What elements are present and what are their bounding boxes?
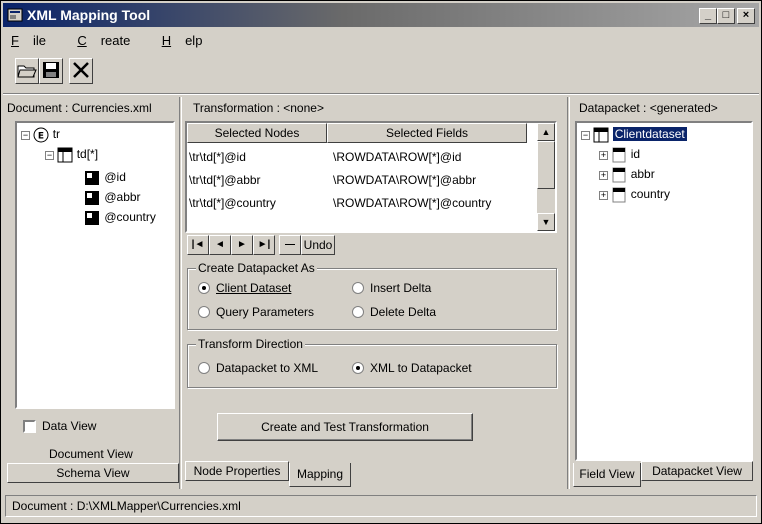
grid-header-nodes[interactable]: Selected Nodes xyxy=(187,123,327,143)
expand-icon[interactable]: + xyxy=(600,189,607,200)
group-title: Transform Direction xyxy=(198,337,303,351)
grid-cell[interactable]: \ROWDATA\ROW[*]@country xyxy=(333,196,492,210)
grid-header-fields[interactable]: Selected Fields xyxy=(327,123,527,143)
grid-cell[interactable]: \tr\td[*]@id xyxy=(189,150,246,164)
dataset-icon xyxy=(593,127,609,143)
collapse-icon[interactable]: − xyxy=(582,129,589,140)
expand-icon[interactable]: + xyxy=(600,149,607,160)
mapping-grid[interactable] xyxy=(185,121,557,233)
radio-query-parameters[interactable]: Query Parameters xyxy=(198,305,314,319)
tree-node-attr-id[interactable]: @id xyxy=(83,169,126,187)
radio-dot[interactable] xyxy=(352,282,364,294)
radio-dot[interactable] xyxy=(198,306,210,318)
collapse-icon[interactable]: − xyxy=(22,129,29,140)
nav-next-button[interactable]: ► xyxy=(231,235,253,255)
nav-delete-button[interactable]: — xyxy=(279,235,301,255)
document-tree[interactable] xyxy=(15,121,175,409)
table-icon xyxy=(57,147,73,163)
nav-prior-button[interactable]: ◄ xyxy=(209,235,231,255)
element-icon xyxy=(33,127,49,143)
title-bar[interactable] xyxy=(3,3,759,27)
expand-icon[interactable]: + xyxy=(600,169,607,180)
left-splitter[interactable] xyxy=(179,97,182,489)
grid-cell[interactable]: \tr\td[*]@country xyxy=(189,196,276,210)
data-view-checkbox[interactable]: Data View xyxy=(23,419,96,433)
grid-cell[interactable]: \tr\td[*]@abbr xyxy=(189,173,261,187)
tree-node-field-id[interactable]: + id xyxy=(600,147,641,162)
radio-dot[interactable] xyxy=(198,362,210,374)
close-button[interactable] xyxy=(69,58,93,84)
scroll-thumb[interactable] xyxy=(537,141,555,189)
nav-last-button[interactable]: ►| xyxy=(253,235,275,255)
group-title: Create Datapacket As xyxy=(198,261,315,275)
document-view-label: Document View xyxy=(49,447,133,461)
tab-mapping[interactable]: Mapping xyxy=(289,463,351,487)
tab-field-view[interactable]: Field View xyxy=(573,463,641,487)
scroll-down-button[interactable]: ▼ xyxy=(537,213,555,231)
tree-node-field-abbr[interactable]: + abbr xyxy=(600,167,655,182)
save-button[interactable] xyxy=(39,58,63,84)
right-splitter[interactable] xyxy=(567,97,570,489)
minimize-button[interactable]: _ xyxy=(699,8,717,24)
menu-bar xyxy=(11,33,230,51)
document-heading: Document : Currencies.xml xyxy=(7,101,152,115)
tree-node-clientdataset[interactable]: − Clientdataset xyxy=(582,127,685,142)
save-disk-icon xyxy=(40,59,62,81)
radio-datapacket-to-xml[interactable]: Datapacket to XML xyxy=(198,361,318,375)
menu-file[interactable]: F ile xyxy=(11,33,46,48)
radio-xml-to-datapacket[interactable]: XML to Datapacket xyxy=(352,361,472,375)
menu-create[interactable]: C reate xyxy=(77,33,131,48)
attribute-icon xyxy=(83,169,101,187)
attribute-icon xyxy=(83,189,101,207)
close-window-button[interactable]: × xyxy=(737,8,755,24)
field-icon xyxy=(611,167,627,183)
datapacket-tree[interactable] xyxy=(575,121,753,461)
datapacket-heading: Datapacket : <generated> xyxy=(579,101,718,115)
radio-dot[interactable] xyxy=(198,282,210,294)
radio-client-dataset[interactable]: Client Dataset xyxy=(198,281,291,295)
create-test-transformation-button[interactable]: Create and Test Transformation xyxy=(217,413,473,441)
field-icon xyxy=(611,147,627,163)
open-folder-icon xyxy=(16,59,38,81)
close-x-icon xyxy=(70,59,92,81)
status-text: Document : D:\XMLMapper\Currencies.xml xyxy=(12,499,241,513)
field-icon xyxy=(611,187,627,203)
data-view-check-box[interactable] xyxy=(23,420,36,433)
app-icon xyxy=(7,7,23,23)
window-title: XML Mapping Tool xyxy=(27,7,151,23)
attribute-icon xyxy=(83,209,101,227)
tree-node-attr-country[interactable]: @country xyxy=(83,209,156,227)
grid-cell[interactable]: \ROWDATA\ROW[*]@abbr xyxy=(333,173,477,187)
tree-node-field-country[interactable]: + country xyxy=(600,187,671,202)
status-bar xyxy=(5,495,757,517)
tab-datapacket-view[interactable]: Datapacket View xyxy=(641,461,753,481)
transform-direction-group xyxy=(187,337,557,388)
grid-scrollbar[interactable] xyxy=(537,123,555,231)
open-button[interactable] xyxy=(15,58,39,84)
maximize-button[interactable]: □ xyxy=(717,8,735,24)
nav-first-button[interactable]: |◄ xyxy=(187,235,209,255)
radio-dot[interactable] xyxy=(352,362,364,374)
svg-text:E: E xyxy=(38,131,45,142)
scroll-up-button[interactable]: ▲ xyxy=(537,123,555,141)
radio-insert-delta[interactable]: Insert Delta xyxy=(352,281,431,295)
tree-node-td[interactable]: − td[*] xyxy=(46,147,99,162)
tab-node-properties[interactable]: Node Properties xyxy=(185,461,289,481)
tree-node-tr[interactable]: − E tr xyxy=(22,127,61,142)
toolbar-separator xyxy=(3,93,759,95)
tab-schema-view[interactable]: Schema View xyxy=(7,463,179,483)
radio-dot[interactable] xyxy=(352,306,364,318)
create-datapacket-group xyxy=(187,261,557,330)
undo-button[interactable]: Undo xyxy=(301,235,335,255)
radio-delete-delta[interactable]: Delete Delta xyxy=(352,305,436,319)
grid-cell[interactable]: \ROWDATA\ROW[*]@id xyxy=(333,150,462,164)
transformation-heading: Transformation : <none> xyxy=(193,101,324,115)
collapse-icon[interactable]: − xyxy=(46,149,53,160)
menu-help[interactable]: H elp xyxy=(161,33,203,48)
tree-node-attr-abbr[interactable]: @abbr xyxy=(83,189,141,207)
